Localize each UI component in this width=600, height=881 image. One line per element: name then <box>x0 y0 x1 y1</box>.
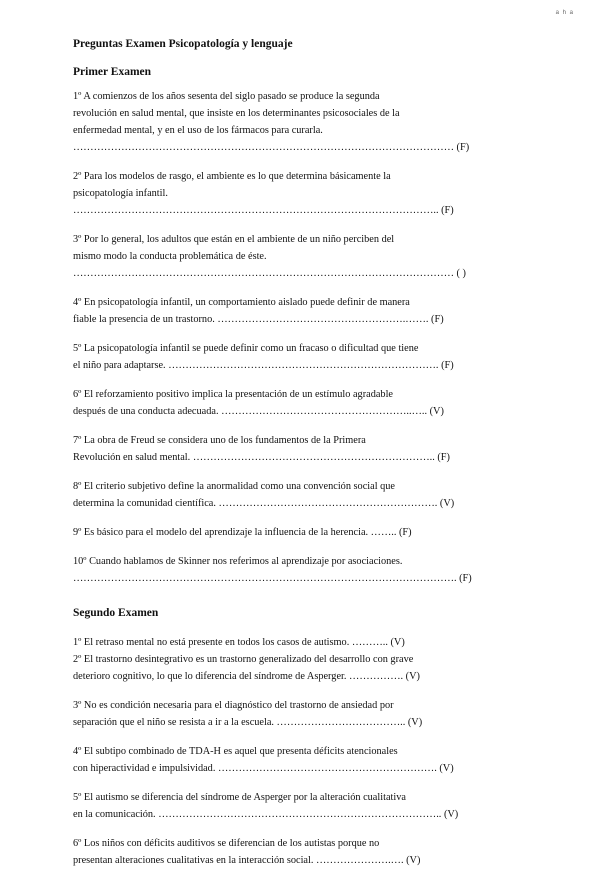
question-line: con hiperactividad e impulsividad. ………………………………………………………. (V) <box>73 763 454 774</box>
question-item <box>73 231 518 282</box>
question-item <box>73 524 518 541</box>
question-item <box>73 478 518 512</box>
question-line: 6º El reforzamiento positivo implica la presentación de un estímulo agradable <box>73 389 394 400</box>
question-line: 4º En psicopatología infantil, un comportamiento aislado puede definir de manera <box>73 297 410 308</box>
question-line: 7º La obra de Freud se considera uno de los fundamentos de la Primera <box>73 435 366 446</box>
question-line: 4º El subtipo combinado de TDA-H es aquel que presenta déficits atencionales <box>73 746 398 757</box>
question-line: determina la comunidad científica. ………………………………………………………. (V) <box>73 498 455 509</box>
question-line: 3º No es condición necesaria para el diagnóstico del trastorno de ansiedad por <box>73 700 394 711</box>
question-line: 9º Es básico para el modelo del aprendizaje la influencia de la herencia. …….. (F) <box>73 527 412 538</box>
question-line: …………………………………………………………………………………………………. (F) <box>73 573 472 584</box>
section-title-segundo-examen: Segundo Examen <box>73 607 159 619</box>
question-item <box>73 340 518 374</box>
question-line: ………………………………………………………………………………………………… ( ) <box>73 268 466 279</box>
question-item <box>73 651 518 685</box>
question-line: 5º La psicopatología infantil se puede definir como un fracaso o dificultad que tiene <box>73 343 419 354</box>
question-line: separación que el niño se resista a ir a la escuela. ……………………………….. (V) <box>73 717 423 728</box>
question-line: 10º Cuando hablamos de Skinner nos referimos al aprendizaje por asociaciones. <box>73 556 403 567</box>
question-line: fiable la presencia de un trastorno. ……………………………………………….……. (F) <box>73 314 444 325</box>
question-line: psicopatología infantil. <box>73 188 168 199</box>
question-line: 1º El retraso mental no está presente en todos los casos de autismo. ……….. (V) <box>73 637 405 648</box>
question-line: 6º Los niños con déficits auditivos se diferencian de los autistas porque no <box>73 838 380 849</box>
question-line: presentan alteraciones cualitativas en la interacción social. ………………….…. (V) <box>73 855 421 866</box>
question-list-primer-examen <box>73 88 518 599</box>
question-item <box>73 634 518 651</box>
question-line: …………………………………………………………………………………………….. (F) <box>73 205 454 216</box>
question-line: en la comunicación. ……………………………………………………………………….. (V) <box>73 809 459 820</box>
watermark: a h a <box>555 10 574 16</box>
question-line: deterioro cognitivo, lo que lo diferencia del síndrome de Asperger. ……………. (V) <box>73 671 420 682</box>
question-item <box>73 697 518 731</box>
question-line: 5º El autismo se diferencia del síndrome de Asperger por la alteración cualitativa <box>73 792 406 803</box>
document-title: Preguntas Examen Psicopatología y lenguaje <box>73 38 293 50</box>
question-line: 2º Para los modelos de rasgo, el ambiente es lo que determina básicamente la <box>73 171 391 182</box>
question-item <box>73 294 518 328</box>
question-item <box>73 168 518 219</box>
section-title-primer-examen: Primer Examen <box>73 66 152 78</box>
question-line: enfermedad mental, y en el uso de los fármacos para curarla. <box>73 125 323 136</box>
question-item <box>73 88 518 156</box>
question-line: ………………………………………………………………………………………………… (F) <box>73 142 470 153</box>
question-line: después de una conducta adecuada. ………………………………………………..….. (V) <box>73 406 444 417</box>
question-line: 3º Por lo general, los adultos que están en el ambiente de un niño perciben del <box>73 234 395 245</box>
question-list-segundo-examen <box>73 634 518 881</box>
question-item <box>73 553 518 587</box>
question-item <box>73 432 518 466</box>
question-item <box>73 386 518 420</box>
question-line: revolución en salud mental, que insiste en los determinantes psicosociales de la <box>73 108 400 119</box>
question-line: 2º El trastorno desintegrativo es un trastorno generalizado del desarrollo con grave <box>73 654 414 665</box>
question-line: el niño para adaptarse. ……………………………………………………………………. (F) <box>73 360 454 371</box>
question-line: 1º A comienzos de los años sesenta del siglo pasado se produce la segunda <box>73 91 380 102</box>
question-item <box>73 789 518 823</box>
question-item <box>73 835 518 869</box>
question-item <box>73 743 518 777</box>
question-line: Revolución en salud mental. …………………………………………………………….. (F) <box>73 452 450 463</box>
question-line: mismo modo la conducta problemática de éste. <box>73 251 267 262</box>
question-line: 8º El criterio subjetivo define la anormalidad como una convención social que <box>73 481 396 492</box>
